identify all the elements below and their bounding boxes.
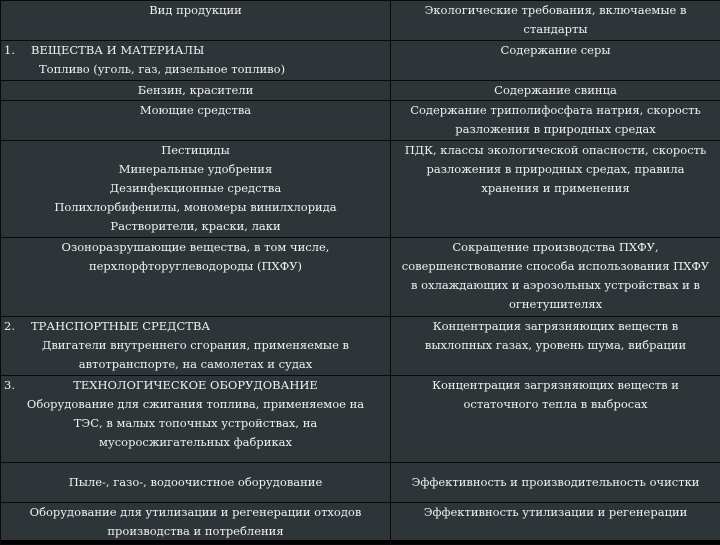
section-title: ВЕЩЕСТВА И МАТЕРИАЛЫ [5, 41, 386, 60]
product-cell: Бензин, красители [1, 81, 391, 101]
requirement-cell: ПДК, классы экологической опасности, скорость разложения в природных средах, правила хранения и применения [391, 140, 720, 237]
requirement-cell: Концентрация загрязняющих веществ в выхлопных газах, уровень шума, вибрации [391, 316, 720, 375]
product-cell: Озоноразрушающие вещества, в том числе, перхлорфторуглеводороды (ПХФУ) [1, 237, 391, 316]
section-number: 1. [4, 41, 15, 60]
header-row [1, 1, 720, 41]
table-row [1, 140, 720, 237]
header-requirements: Экологические требования, включаемые в стандарты [391, 1, 720, 41]
table-row [1, 316, 720, 375]
requirement-cell: Эффективность и производительность очистки [391, 462, 720, 502]
table-row [1, 375, 720, 462]
table-row [1, 101, 720, 140]
product-cell: 3. ТЕХНОЛОГИЧЕСКОЕ ОБОРУДОВАНИЕ Оборудование для сжигания топлива, применяемое на ТЭС, в малых топочных устройствах, на мусоросжигательных фабриках [1, 375, 391, 462]
product-cell: Пестициды Минеральные удобрения Дезинфекционные средства Полихлорбифенилы, мономеры винилхлорида Растворители, краски, лаки [1, 140, 391, 237]
product-cell: Пыле-, газо-, водоочистное оборудование [1, 462, 391, 502]
table-row [1, 81, 720, 101]
section-title: ТЕХНОЛОГИЧЕСКОЕ ОБОРУДОВАНИЕ [5, 376, 386, 395]
requirement-cell: Эффективность утилизации и регенерации [391, 502, 720, 544]
table-row [1, 502, 720, 544]
requirement-cell: Концентрация загрязняющих веществ и остаточного тепла в выбросах [391, 375, 720, 462]
table-row [1, 41, 720, 81]
section-title: ТРАНСПОРТНЫЕ СРЕДСТВА [5, 317, 386, 336]
section-number: 3. [4, 376, 15, 395]
requirement-cell: Содержание серы [391, 41, 720, 81]
requirement-cell: Содержание свинца [391, 81, 720, 101]
section-number: 2. [4, 317, 15, 336]
product-cell: Моющие средства [1, 101, 391, 140]
product-cell: 2. ТРАНСПОРТНЫЕ СРЕДСТВА Двигатели внутреннего сгорания, применяемые в автотранспорте, на самолетах и судах [1, 316, 391, 375]
table-row [1, 462, 720, 502]
requirement-cell: Содержание триполифосфата натрия, скорость разложения в природных средах [391, 101, 720, 140]
product-cell: 1. ВЕЩЕСТВА И МАТЕРИАЛЫ Топливо (уголь, газ, дизельное топливо) [1, 41, 391, 81]
header-product-type: Вид продукции [1, 1, 391, 41]
requirement-cell: Сокращение производства ПХФУ, совершенствование способа использования ПХФУ в охлаждающих и аэрозольных устройствах и в огнетушителях [391, 237, 720, 316]
table-row [1, 237, 720, 316]
product-cell: Оборудование для утилизации и регенерации отходов производства и потребления [1, 502, 391, 544]
